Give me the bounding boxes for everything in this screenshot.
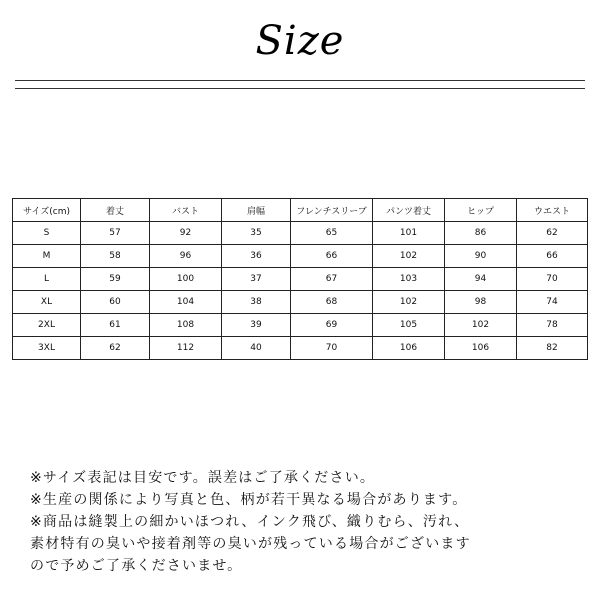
table-cell: 36 bbox=[222, 245, 291, 268]
note-line: ※商品は縫製上の細かいほつれ、インク飛び、織りむら、汚れ、 bbox=[30, 514, 470, 530]
table-cell: 74 bbox=[517, 291, 588, 314]
header-cell: バスト bbox=[150, 199, 222, 222]
table-cell: 35 bbox=[222, 222, 291, 245]
table-cell: 106 bbox=[373, 337, 445, 360]
table-row bbox=[13, 268, 588, 291]
size-table bbox=[12, 198, 588, 360]
table-header-row bbox=[13, 199, 588, 222]
header-cell: 着丈 bbox=[81, 199, 150, 222]
table-cell: 103 bbox=[373, 268, 445, 291]
table-cell: 108 bbox=[150, 314, 222, 337]
size-cell: 3XL bbox=[13, 337, 81, 360]
table-cell: 105 bbox=[373, 314, 445, 337]
table-cell: 90 bbox=[445, 245, 517, 268]
table-cell: 62 bbox=[517, 222, 588, 245]
header-cell: フレンチスリーブ bbox=[291, 199, 373, 222]
table-cell: 57 bbox=[81, 222, 150, 245]
size-cell: 2XL bbox=[13, 314, 81, 337]
table-cell: 66 bbox=[291, 245, 373, 268]
table-row bbox=[13, 314, 588, 337]
table-cell: 101 bbox=[373, 222, 445, 245]
size-cell: S bbox=[13, 222, 81, 245]
table-cell: 82 bbox=[517, 337, 588, 360]
table-row bbox=[13, 337, 588, 360]
table-cell: 98 bbox=[445, 291, 517, 314]
table-cell: 104 bbox=[150, 291, 222, 314]
header-cell: サイズ(cm) bbox=[13, 199, 81, 222]
table-cell: 86 bbox=[445, 222, 517, 245]
table-cell: 60 bbox=[81, 291, 150, 314]
header-cell: ヒップ bbox=[445, 199, 517, 222]
table-cell: 61 bbox=[81, 314, 150, 337]
table-cell: 78 bbox=[517, 314, 588, 337]
table-cell: 68 bbox=[291, 291, 373, 314]
table-cell: 37 bbox=[222, 268, 291, 291]
note-line: ※生産の関係により写真と色、柄が若干異なる場合があります。 bbox=[30, 492, 468, 508]
table-cell: 59 bbox=[81, 268, 150, 291]
table-cell: 40 bbox=[222, 337, 291, 360]
table-row bbox=[13, 222, 588, 245]
header-cell: 肩幅 bbox=[222, 199, 291, 222]
table-cell: 38 bbox=[222, 291, 291, 314]
size-cell: XL bbox=[13, 291, 81, 314]
notes-block bbox=[30, 467, 590, 577]
table-cell: 92 bbox=[150, 222, 222, 245]
table-row bbox=[13, 291, 588, 314]
divider-line bbox=[15, 88, 585, 89]
table-cell: 58 bbox=[81, 245, 150, 268]
table-cell: 102 bbox=[373, 245, 445, 268]
header-cell: パンツ着丈 bbox=[373, 199, 445, 222]
table-row bbox=[13, 245, 588, 268]
table-cell: 112 bbox=[150, 337, 222, 360]
table-cell: 100 bbox=[150, 268, 222, 291]
note-line: ※サイズ表記は目安です。誤差はご了承ください。 bbox=[30, 470, 376, 486]
table-cell: 69 bbox=[291, 314, 373, 337]
page-title: Size bbox=[255, 18, 345, 64]
note-line: 素材特有の臭いや接着剤等の臭いが残っている場合がございます bbox=[30, 536, 471, 552]
size-cell: L bbox=[13, 268, 81, 291]
table-cell: 70 bbox=[291, 337, 373, 360]
size-cell: M bbox=[13, 245, 81, 268]
table-cell: 67 bbox=[291, 268, 373, 291]
table-cell: 96 bbox=[150, 245, 222, 268]
note-line: ので予めご了承くださいませ。 bbox=[30, 558, 243, 574]
table-cell: 106 bbox=[445, 337, 517, 360]
table-cell: 66 bbox=[517, 245, 588, 268]
table-cell: 70 bbox=[517, 268, 588, 291]
table-cell: 62 bbox=[81, 337, 150, 360]
table-cell: 94 bbox=[445, 268, 517, 291]
table-cell: 39 bbox=[222, 314, 291, 337]
header-cell: ウエスト bbox=[517, 199, 588, 222]
table-cell: 65 bbox=[291, 222, 373, 245]
table-cell: 102 bbox=[445, 314, 517, 337]
divider-line bbox=[15, 80, 585, 81]
table-cell: 102 bbox=[373, 291, 445, 314]
